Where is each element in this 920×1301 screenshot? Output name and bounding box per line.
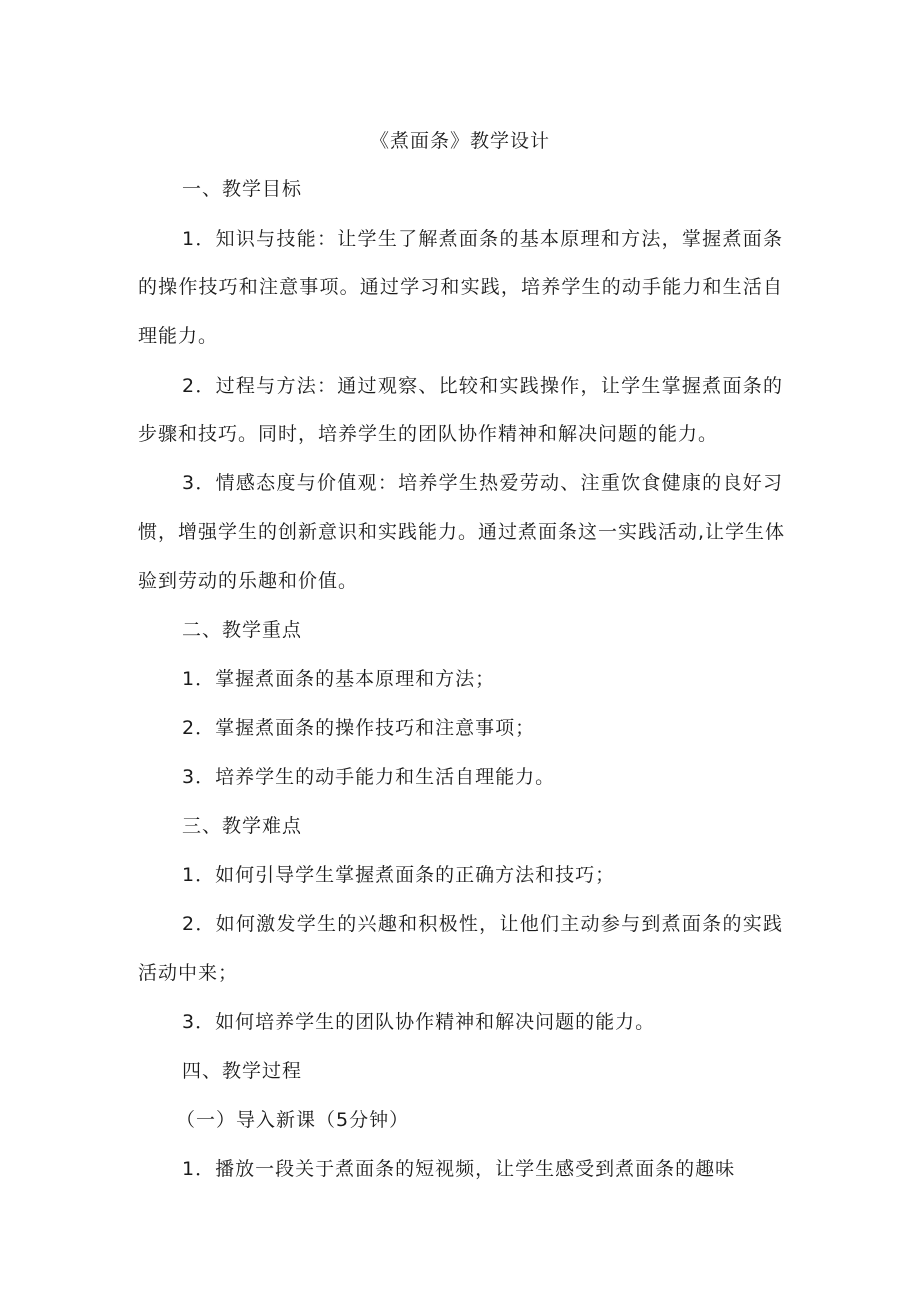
subsection-heading: （一）导入新课（5分钟） (176, 1109, 410, 1131)
paragraph-line: 惯，增强学生的创新意识和实践能力。通过煮面条这一实践活动,让学生体 (138, 521, 786, 543)
paragraph-line: 步骤和技巧。同时，培养学生的团队协作精神和解决问题的能力。 (138, 423, 719, 445)
list-item: 1．播放一段关于煮面条的短视频，让学生感受到煮面条的趣味 (182, 1158, 736, 1180)
paragraph-line: 1．知识与技能：让学生了解煮面条的基本原理和方法，掌握煮面条 (182, 228, 783, 250)
list-item: 1．掌握煮面条的基本原理和方法； (182, 668, 496, 690)
section-heading-key-points: 二、教学重点 (182, 619, 303, 641)
section-heading-objectives: 一、教学目标 (182, 178, 303, 200)
paragraph-line: 的操作技巧和注意事项。通过学习和实践，培养学生的动手能力和生活自 (138, 276, 783, 298)
paragraph-line: 理能力。 (138, 325, 219, 347)
paragraph-line: 2．过程与方法：通过观察、比较和实践操作，让学生掌握煮面条的 (182, 375, 783, 397)
list-item: 1．如何引导学生掌握煮面条的正确方法和技巧； (182, 864, 616, 886)
section-heading-difficulties: 三、教学难点 (182, 815, 303, 837)
list-item: 2．如何激发学生的兴趣和积极性，让他们主动参与到煮面条的实践 (182, 913, 783, 935)
list-item-continued: 活动中来； (138, 962, 239, 984)
section-heading-process: 四、教学过程 (182, 1060, 303, 1082)
list-item: 2．掌握煮面条的操作技巧和注意事项； (182, 717, 536, 739)
list-item: 3．培养学生的动手能力和生活自理能力。 (182, 766, 556, 788)
paragraph-line: 验到劳动的乐趣和价值。 (138, 570, 359, 592)
paragraph-line: 3．情感态度与价值观：培养学生热爱劳动、注重饮食健康的良好习 (182, 472, 783, 494)
list-item: 3．如何培养学生的团队协作精神和解决问题的能力。 (182, 1011, 656, 1033)
document-title: 《煮面条》教学设计 (369, 130, 550, 152)
